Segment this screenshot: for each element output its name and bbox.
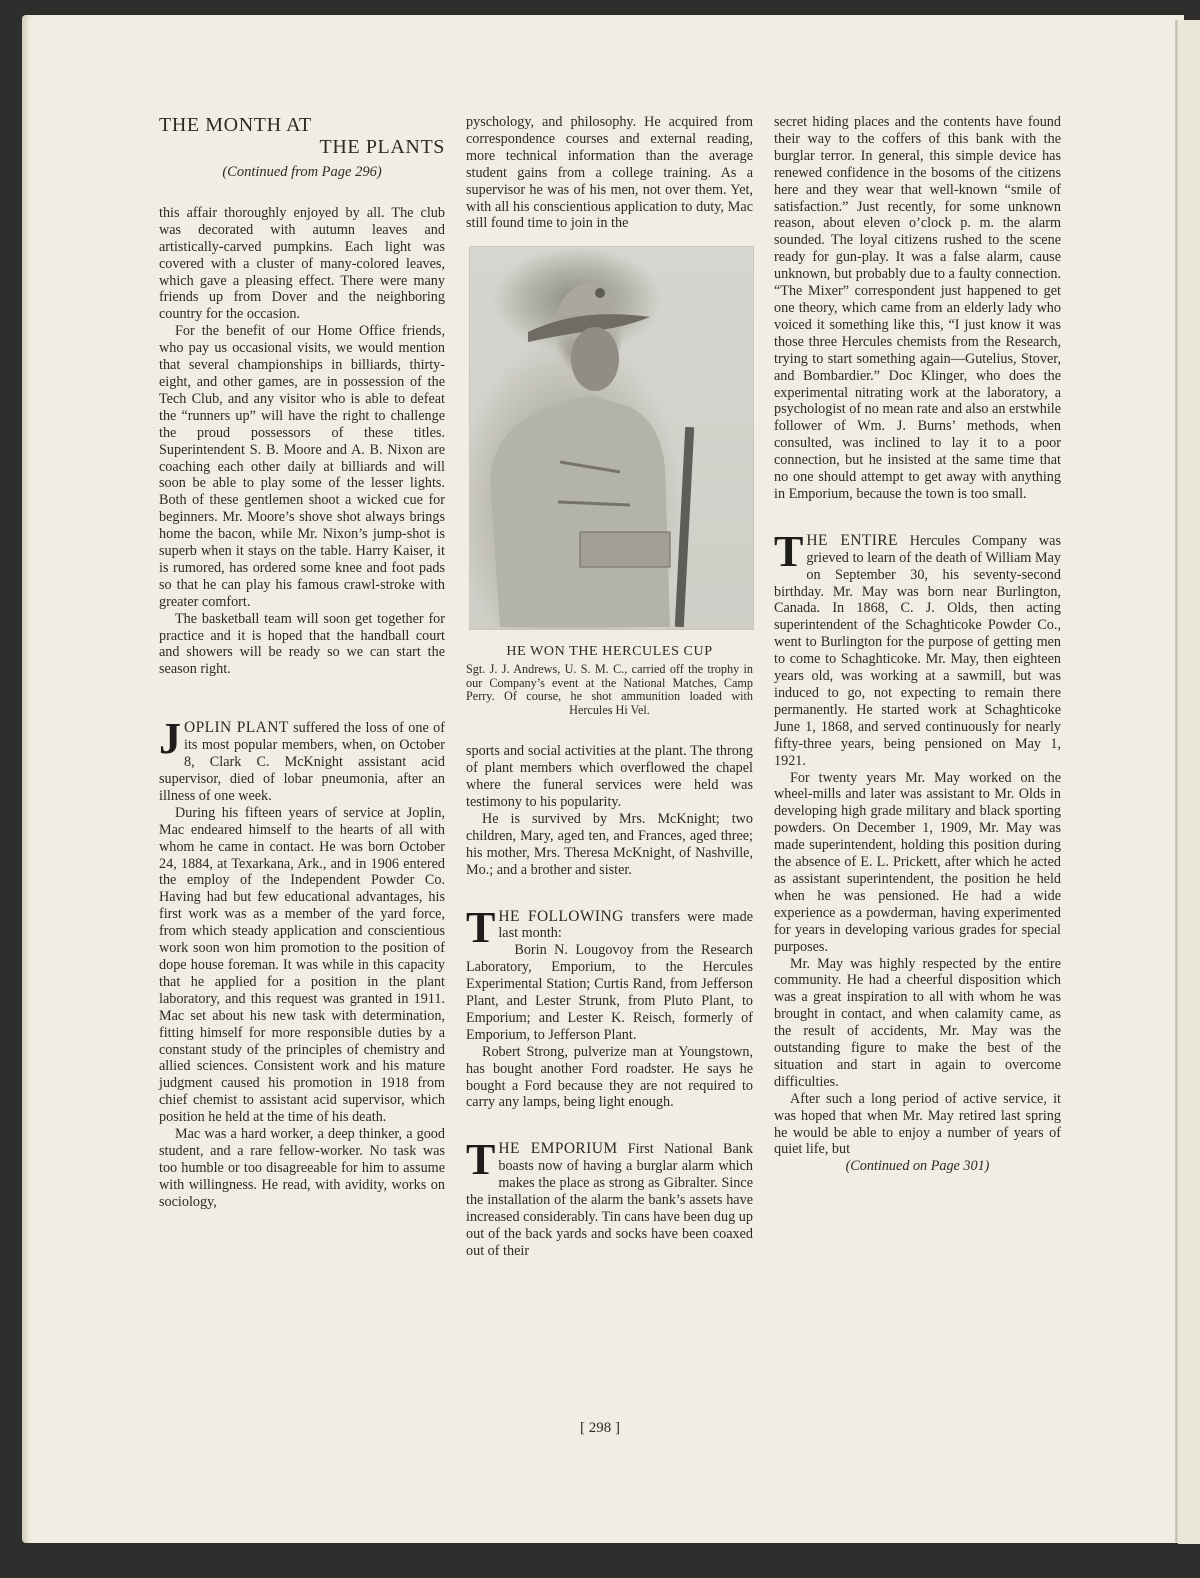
continued-from-note: (Continued from Page 296) (222, 164, 382, 180)
paragraph: pyschology, and philosophy. He acquired from correspondence courses and external reading, more technical information than the average student gains from a college training. As a supervisor he was of his men, not over them. Yet, with all his conscientious application to duty, Mac still found time to join in the (466, 114, 753, 232)
continued-on-note: (Continued on Page 301) (845, 1158, 990, 1175)
paragraph: Mac was a hard worker, a deep thinker, a good student, and a rare fellow-worker. No task was too humble or too disagreeable for him to assume with willingness. He read, with avidity, works on sociology, (159, 1126, 445, 1210)
paragraph-text: Hercules Company was grieved to learn of the death of William May on September 30, his seventy-second birthday. Mr. May was born near Burlington, Canada. In 1868, C. J. Olds, then acting superintendent of the Schaghticoke Powder Co., went to Burlington for the purpose of getting men to come to Schaghticoke. Mr. May, then eighteen years old, was working at a sawmill, but was induced to go, not expecting to remain there permanently. He started work at Schaghticoke June 1, 1868, and served continuously for nearly fifty-three years, being pensioned on May 1, 1921. (774, 532, 1062, 769)
section-lead-caps: HE FOLLOWING (498, 907, 624, 925)
paragraph: Borin N. Lougovoy from the Research Laboratory, Emporium, to the Hercules Experimental Station; Curtis Rand, from Jefferson Plant, and Lester Strunk, from Pluto Plant, to Emporium; and Lester K. Reisch, formerly of Emporium, to Jefferson Plant. (466, 942, 753, 1043)
title-line-1: THE MONTH AT (159, 114, 312, 136)
soldier-photo-icon (470, 247, 753, 629)
column-1 (159, 114, 445, 1211)
paragraph: this affair thoroughly enjoyed by all. The club was decorated with autumn leaves and artistically-carved pumpkins. Each light was covered with a cluster of many-colored leaves, which gave a pleasing effect. There were many friends up from Dover and the neighboring country for the occasion. (159, 204, 445, 323)
section-gap (774, 503, 1061, 533)
section-gap (159, 678, 445, 720)
drop-cap: T (466, 902, 496, 952)
paragraph: For the benefit of our Home Office friends, who pay us occasional visits, we would mention that several championships in billiards, thirty-eight, and other games, are in possession of the Tech Club, and any visitor who is able to defeat the “runners up” will have the right to challenge the proud possessors of these titles. Superintendent S. B. Moore and A. B. Nixon are coaching each other daily at billiards and will soon be able to play some of the lesser lights. Both of these gentlemen shoot a wicked cue for beginners. Mr. Moore’s shove shot always brings home the bacon, while Mr. Nixon’s jump-shot is superb when it stays on the table. Harry Kaiser, it is rumored, has ordered some knee and foot pads so that he can play his famous crawl-stroke with greater comfort. (159, 323, 445, 610)
paragraph: The basketball team will soon get together for practice and it is hoped that the handball court and showers will be ready so we can start the season right. (159, 610, 445, 678)
paragraph: secret hiding places and the contents have found their way to the coffers of this bank with the burglar terror. In general, this simple device has renewed confidence in the bosoms of the citizens here and they wear that well-known “smile of satisfaction.” Just recently, for some unknown reason, about eleven o’clock p. m. the alarm sounded. The loyal citizens rushed to the scene ready for gun-play. It was a false alarm, cause unknown, but probably due to a faulty connection. “The Mixer” correspondent just happened to get one theory, which came from an elderly lady who voiced it something like this, “I just know it was those three Hercules chemists from the Research, trying to start something again—Gutelius, Stover, and Bombardier.” Doc Klinger, who does the experimental nitrating work at the laboratory, a psychologist of no mean rate and also an erstwhile follower of Wm. J. Burns’ methods, when consulted, was inclined to lay it to a poor connection, but he insisted at the same time that no one should attempt to get away with anything in Emporium, because the town is too small. (774, 114, 1061, 502)
column-3 (774, 114, 1061, 1175)
paragraph-text: suffered the loss of one of its most popular members, when, on October 8, Clark C. McKnight assistant acid supervisor, died of lobar pneumonia, after an illness of one week. (159, 720, 445, 804)
section-lead-caps: HE ENTIRE (806, 531, 898, 549)
paragraph-text: transfers were made last month: (498, 908, 753, 942)
section-lead-caps: HE EMPORIUM (498, 1140, 618, 1158)
title-line-2: THE PLANTS (319, 136, 445, 158)
photo-caption-title: HE WON THE HERCULES CUP (506, 644, 713, 660)
paragraph: After such a long period of active service, it was hoped that when Mr. May retired last spring he would be able to enjoy a number of years of quiet life, but (774, 1090, 1061, 1158)
section-gap (466, 1111, 753, 1141)
emporium-section-lead (466, 1135, 753, 1259)
section-lead-caps: OPLIN PLANT (184, 719, 289, 737)
joplin-section-lead (159, 714, 445, 805)
portrait-photo (469, 246, 754, 630)
photo-caption: Sgt. J. J. Andrews, U. S. M. C., carried off the trophy in our Company’s event at the National Matches, Camp Perry. Of course, he shot ammunition loaded with Hercules Hi Vel. (466, 662, 753, 717)
transfers-section-lead (466, 902, 753, 952)
article-title (159, 114, 445, 158)
paragraph: For twenty years Mr. May worked on the wheel-mills and later was assistant to Mr. Olds in developing high grade military and black sporting powders. On December 1, 1909, Mr. May was made superintendent, holding this position during the absence of E. L. Prickett, after which he acted as assistant superintendent, the position he held when he was pensioned. He had a wide experience as a powderman, having experimented for years in developing various grades for special purposes. (774, 769, 1061, 955)
may-section-lead (774, 526, 1062, 770)
paragraph: During his fifteen years of service at Joplin, Mac endeared himself to the hearts of all with whom he came in contact. He was born October 24, 1884, at Texarkana, Ark., and in 1906 entered the employ of the Independent Powder Co. Having had but few educational advantages, his first work was as a member of the yard force, from which steady application and conscientious work soon won him promotion to the position of dope house foreman. It was while in this capacity that he applied for a position in the plant laboratory, and this request was granted in 1911. Mac set about his new task with determination, fitting himself for more responsible duties by a constant study of the principles of chemistry and allied sciences. Consistent work and his mature judgment caused his promotion in 1918 from chief chemist to assistant acid supervisor, which position he held at the time of his death. (159, 804, 445, 1126)
drop-cap: T (774, 526, 804, 576)
paragraph-text: First National Bank boasts now of having a burglar alarm which makes the place as strong as Gibralter. Since the installation of the alarm the bank’s assets have increased considerably. Tin cans have been dug up out of the back yards and socks have been coaxed out of their (466, 1141, 753, 1259)
page-number: [ 298 ] (580, 1420, 620, 1436)
paragraph: He is survived by Mrs. McKnight; two children, Mary, aged ten, and Frances, aged three; his mother, Mrs. Theresa McKnight, of Nashville, Mo.; and a brother and sister. (466, 810, 753, 878)
paragraph: Mr. May was highly respected by the entire community. He had a cheerful disposition which was a great inspiration to all with whom he was brought in contact, and when calamity came, as the result of accidents, Mr. May was the outstanding figure to make the best of the situation and start in again to overcome difficulties. (774, 955, 1061, 1090)
facing-page-edge (1178, 20, 1200, 1544)
section-gap (466, 879, 753, 909)
drop-cap: J (159, 714, 181, 764)
column-2 (466, 114, 753, 1260)
paragraph: sports and social activities at the plant. The throng of plant members which overflowed the chapel where the funeral services were held was testimony to his popularity. (466, 743, 753, 810)
drop-cap: T (466, 1135, 496, 1185)
paragraph: Robert Strong, pulverize man at Youngstown, has bought another Ford roadster. He says he bought a Ford because they are not required to carry any lamps, being light enough. (466, 1043, 753, 1111)
